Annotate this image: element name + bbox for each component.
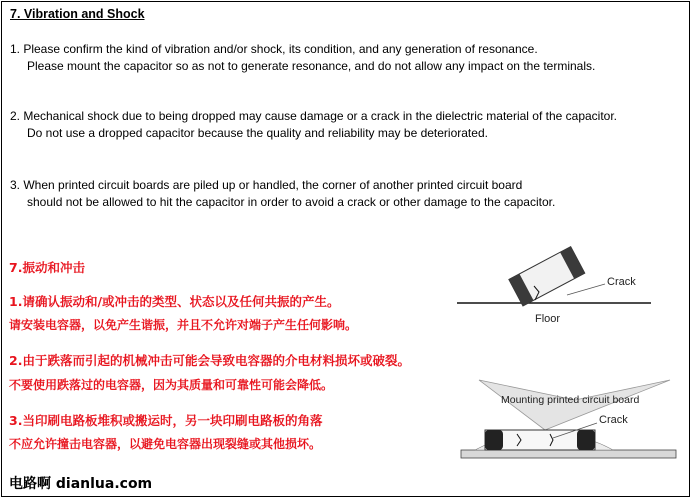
en-item-3 — [10, 177, 555, 211]
cn-section-title: 7.振动和冲击 — [9, 260, 85, 275]
en-item-2-line1: 2. Mechanical shock due to being dropped may cause damage or a crack in the dielectric material of the capacitor. — [10, 109, 618, 123]
cn-item-3-line2: 不应允许撞击电容器，以避免电容器出现裂缝或其他损坏。 — [9, 437, 322, 451]
watermark: 电路啊 dianlua.com — [9, 476, 153, 492]
dropped-capacitor-illustration — [455, 240, 685, 335]
board-impact-illustration — [455, 378, 685, 478]
section-title: 7. Vibration and Shock — [10, 7, 145, 21]
crack-label-2: Crack — [599, 414, 628, 426]
mounting-board-label: Mounting printed circuit board — [501, 394, 640, 406]
cn-item-2-line2: 不要使用跌落过的电容器，因为其质量和可靠性可能会降低。 — [9, 378, 334, 392]
floor-label: Floor — [535, 313, 561, 325]
en-item-2 — [10, 108, 617, 142]
cn-item-1-line2: 请安装电容器，以免产生谐振，并且不允许对端子产生任何影响。 — [9, 318, 358, 332]
cn-item-2-line1: 2.由于跌落而引起的机械冲击可能会导致电容器的介电材料损坏或破裂。 — [9, 353, 410, 368]
en-item-1-line1: 1. Please confirm the kind of vibration and/or shock, its condition, and any generation of resonance. — [10, 42, 538, 56]
cn-item-3-line1: 3.当印刷电路板堆积或搬运时，另一块印刷电路板的角落 — [9, 413, 323, 428]
en-item-3-line1: 3. When printed circuit boards are piled up or handled, the corner of another printed circuit board — [10, 178, 523, 192]
en-item-2-line2: Do not use a dropped capacitor because the quality and reliability may be deteriorated. — [27, 126, 488, 140]
board-impact-figure — [455, 378, 685, 478]
en-item-1-line2: Please mount the capacitor so as not to generate resonance, and do not allow any impact on the terminals. — [27, 59, 596, 73]
en-item-3-line2: should not be allowed to hit the capacitor in order to avoid a crack or other damage to the capacitor. — [27, 195, 556, 209]
cn-item-1-line1: 1.请确认振动和/或冲击的类型、状态以及任何共振的产生。 — [9, 294, 340, 309]
crack-label-1: Crack — [607, 276, 636, 288]
en-item-1 — [10, 41, 595, 75]
dropped-capacitor-figure — [455, 240, 685, 335]
